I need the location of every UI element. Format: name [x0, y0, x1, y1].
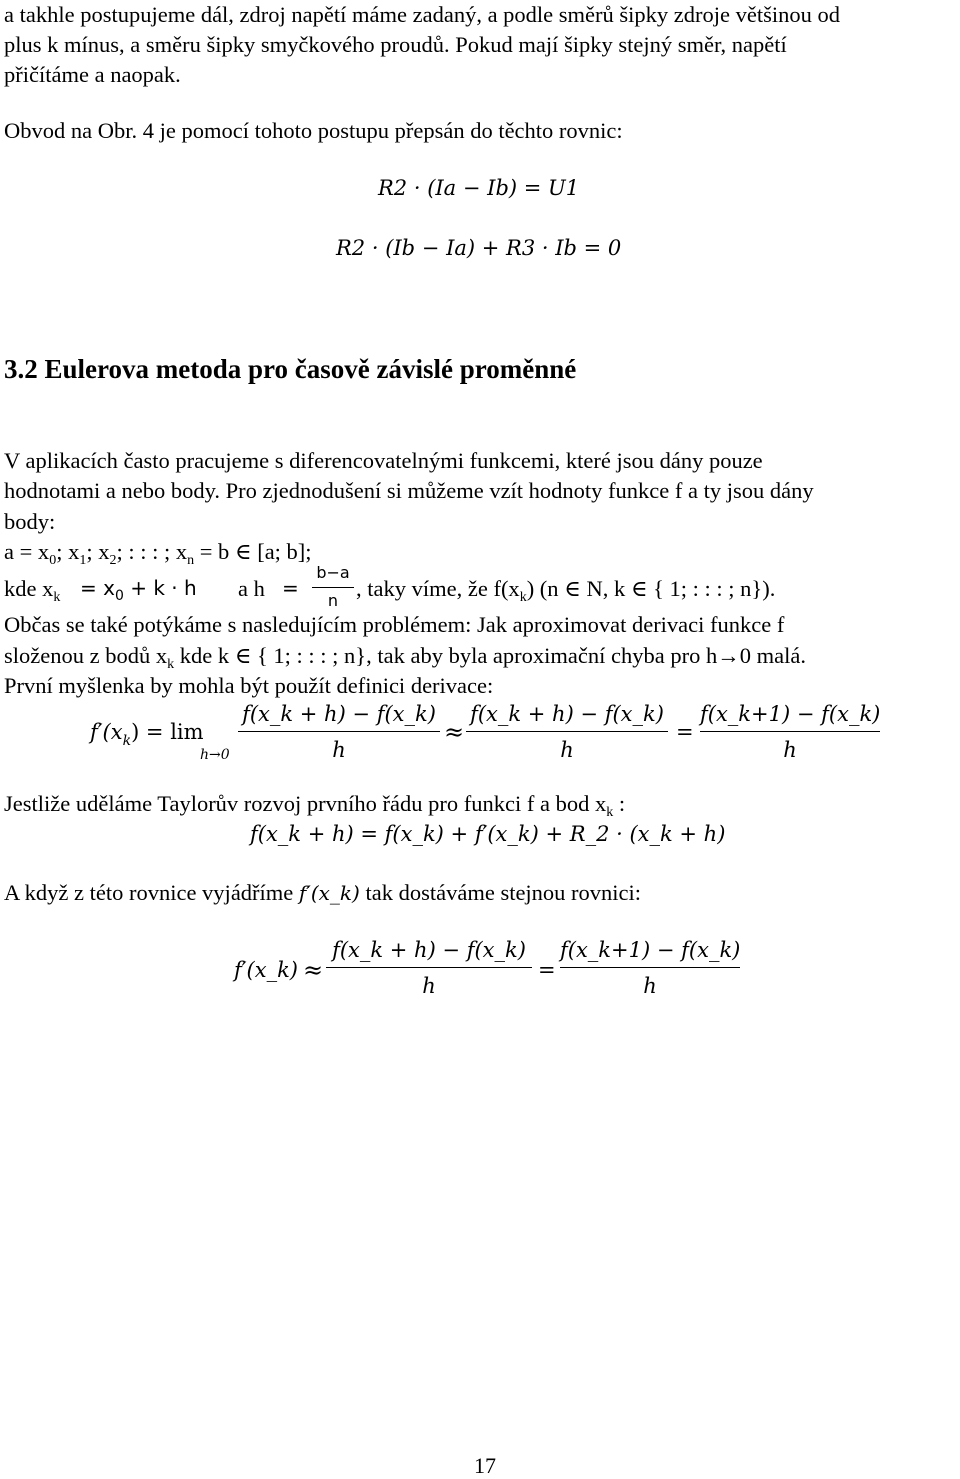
- lim-subscript: h→0: [200, 747, 230, 763]
- kde-line-ah: a h: [238, 576, 265, 601]
- kde-line-formula: = $x_0 + k \cdot h$: [80, 576, 197, 604]
- para3-line1: V aplikacích často pracujeme s diferencovatelnými funkcemi, které jsou dány pouze: [4, 448, 763, 473]
- approx-sign-2: ≈: [303, 956, 324, 984]
- para4-line1: Občas se také potýkáme s nasledujícím problémem: Jak aproximovat derivaci funkce f: [4, 612, 785, 637]
- equation-1: R2 · (Ia − Ib) = U1: [378, 176, 580, 200]
- final-fraction-1: f(x_k + h) − f(x_k) h: [326, 936, 532, 998]
- para4-line3: První myšlenka by mohla být použít definici derivace:: [4, 673, 494, 698]
- kde-line-eq: =: [282, 576, 299, 600]
- section-heading: 3.2 Eulerova metoda pro časově závislé proměnné: [4, 354, 577, 384]
- equation-2: R2 · (Ib − Ia) + R3 · Ib = 0: [336, 236, 622, 260]
- final-lhs: f′(x_k): [234, 958, 298, 982]
- approx-sign-1: ≈: [444, 718, 465, 746]
- page-number: 17: [474, 1453, 496, 1478]
- nodes-line: $a = x_0$; $x_1$; $x_2$; : : : ; $x_n = b$ ∈ [a; b];: [4, 539, 312, 568]
- para4-line2: složenou z bodů $x_k$ kde k ∈ { 1; : : : ; n}, tak aby byla aproximační chyba pro h→0 malá.: [4, 643, 806, 672]
- para3-line2: hodnotami a nebo body. Pro zjednodušení si můžeme vzít hodnoty funkce f a ty jsou dány: [4, 478, 814, 503]
- deriv-lhs: $f'(x_k) = \lim$: [90, 720, 204, 749]
- fraction-1: f(x_k + h) − f(x_k) h: [238, 700, 440, 762]
- para2: Obvod na Obr. 4 je pomocí tohoto postupu přepsán do těchto rovnic:: [4, 118, 623, 143]
- taylor-equation: f(x_k + h) = f(x_k) + f′(x_k) + R_2 · (x_k + h): [250, 822, 726, 846]
- para1-line2: plus k mínus, a směru šipky smyčkového proudů. Pokud mají šipky stejný směr, napětí: [4, 32, 787, 57]
- equals-sign-1: =: [676, 720, 694, 744]
- equals-sign-2: =: [538, 958, 556, 982]
- para3-line3: body:: [4, 509, 56, 534]
- para1-line3: přičítáme a naopak.: [4, 62, 181, 87]
- fraction-3: f(x_k+1) − f(x_k) h: [700, 702, 881, 762]
- fraction-b-a-over-n: b−a n: [312, 565, 354, 615]
- kde-line-start: kde $x_k$: [4, 576, 61, 605]
- final-fraction-2: f(x_k+1) − f(x_k) h: [560, 938, 741, 998]
- kde-line-end: , taky víme, že $f(x_k)$ (n ∈ N, k ∈ { 1; : : : ; n}).: [356, 576, 776, 605]
- para1-line1: a takhle postupujeme dál, zdroj napětí máme zadaný, a podle směrů šipky zdroje většinou od: [4, 2, 841, 27]
- express-line: A když z této rovnice vyjádříme f′(x_k) tak dostáváme stejnou rovnici:: [4, 880, 642, 905]
- fraction-2: f(x_k + h) − f(x_k) h: [466, 700, 668, 762]
- taylor-intro: Jestliže uděláme Taylorův rozvoj prvního řádu pro funkci f a bod $x_k$ :: [4, 791, 626, 820]
